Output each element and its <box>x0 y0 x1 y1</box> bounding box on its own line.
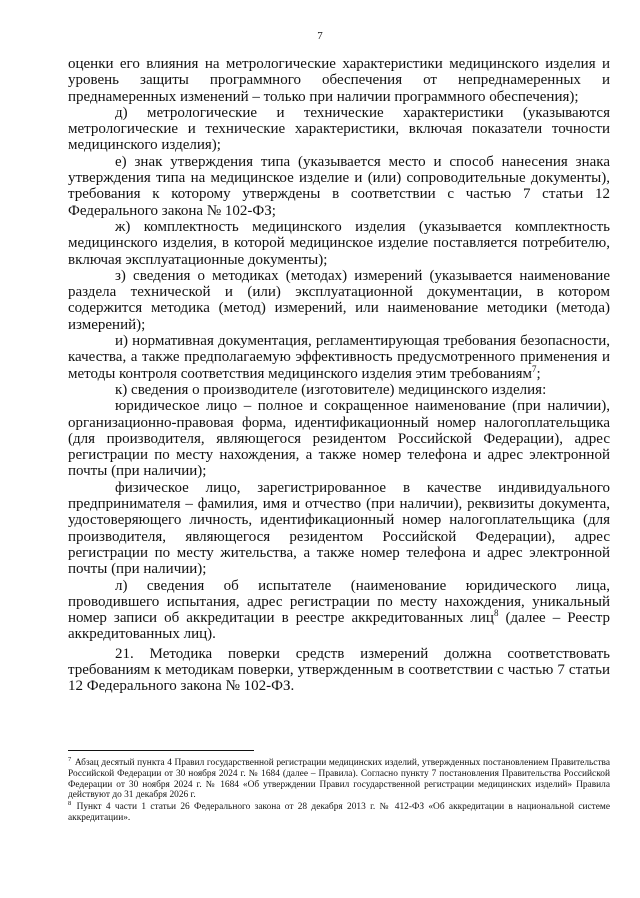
footnote-7-text: Абзац десятый пункта 4 Правил государственной регистрации медицинских изделий, утвержденных постановлением Правительства Российской Федерации от 30 ноября 2024 г. № 1684 (далее – Правила). Согласно пункту 7 постановления Правительства Российской Федерации от 30 ноября 2024 г. № 1684 «Об утверждении Правил государственной регистрации медицинских изделий» Правила действуют до 31 декабря 2026 г. <box>68 758 611 801</box>
footnote-ref-8[interactable]: 8 <box>493 608 499 619</box>
paragraph-item-d-metrological: д) метрологические и технические характеристики (указываются метрологические и технические характеристики, включая показатели точности медицинского изделия); <box>68 104 610 154</box>
document-body <box>68 56 610 695</box>
footnotes <box>68 755 611 825</box>
paragraph-software-continuation: оценки его влияния на метрологические характеристики медицинского изделия и уровень защиты программного обеспечения от непреднамеренных и преднамеренных изменений – только при наличии программного обеспечения); <box>68 56 610 105</box>
paragraph-item-z-methods: з) сведения о методиках (методах) измерений (указывается наименование раздела технической и (или) эксплуатационной документации, в котором содержится методика (метод) измерений, или наименование методики (метода) измерений); <box>68 267 610 333</box>
paragraph-item-l-end: (далее – Реестр аккредитованных лиц). <box>68 610 610 643</box>
paragraph-item-e-type-mark: е) знак утверждения типа (указывается место и способ нанесения знака утверждения типа на медицинское изделие и (или) сопроводительные документы), требования к которому утверждены в соответствии с частью 7 статьи 12 Федерального закона № 102-ФЗ; <box>68 153 610 219</box>
footnote-8 <box>68 802 610 824</box>
footnote-separator <box>68 750 254 751</box>
paragraph-item-k-manufacturer: к) сведения о производителе (изготовителе) медицинского изделия: <box>115 381 547 398</box>
paragraph-individual-entrepreneur: физическое лицо, зарегистрированное в качестве индивидуального предпринимателя – фамилия, имя и отчество (при наличии), реквизиты документа, удостоверяющего личность, идентификационный номер налогоплательщика (для производителя, являющегося резидентом Российской Федерации), адрес регистрации по месту жительства, а также номер телефона и адрес электронной почты (при наличии); <box>68 479 610 578</box>
page-number: 7 <box>317 30 323 42</box>
paragraph-item-i-end: ; <box>536 365 541 382</box>
footnote-7 <box>68 755 611 801</box>
footnote-ref-7[interactable]: 7 <box>531 363 537 374</box>
paragraph-item-l-text: л) сведения об испытателе (наименование юридического лица, проводившего испытания, адрес регистрации по месту нахождения, уникальный номер записи об аккредитации в реестре аккредитованных лиц <box>68 577 610 627</box>
footnote-8-text: Пункт 4 части 1 статьи 26 Федерального закона от 28 декабря 2013 г. № 412-ФЗ «Об аккредитации в национальной системе аккредитации». <box>68 802 611 823</box>
footnote-8-mark: 8 <box>68 800 72 808</box>
paragraph-item-i-text: и) нормативная документация, регламентирующая требования безопасности, качества, а также предполагаемую эффективность предусмотренного применения и методы контроля соответствия медицинского изделия этим требованиям <box>68 333 610 382</box>
paragraph-legal-entity: юридическое лицо – полное и сокращенное наименование (при наличии), организационно-правовая форма, идентификационный номер налогоплательщика (для производителя, являющегося резидентом Российской Федерации), адрес регистрации по месту нахождения, а также номер телефона и адрес электронной почты (при наличии); <box>68 398 610 480</box>
paragraph-item-zh-completeness: ж) комплектность медицинского изделия (указывается комплектность медицинского изделия, в которой медицинское изделие поставляется потребителю, включая эксплуатационные документы); <box>68 218 610 268</box>
paragraph-item-l-tester <box>68 578 610 643</box>
paragraph-clause-21: 21. Методика поверки средств измерений должна соответствовать требованиям к методикам поверки, утвержденным в соответствии с частью 7 статьи 12 Федерального закона № 102-ФЗ. <box>68 645 610 695</box>
footnote-7-mark: 7 <box>68 755 72 763</box>
paragraph-item-i-normative <box>68 333 610 382</box>
